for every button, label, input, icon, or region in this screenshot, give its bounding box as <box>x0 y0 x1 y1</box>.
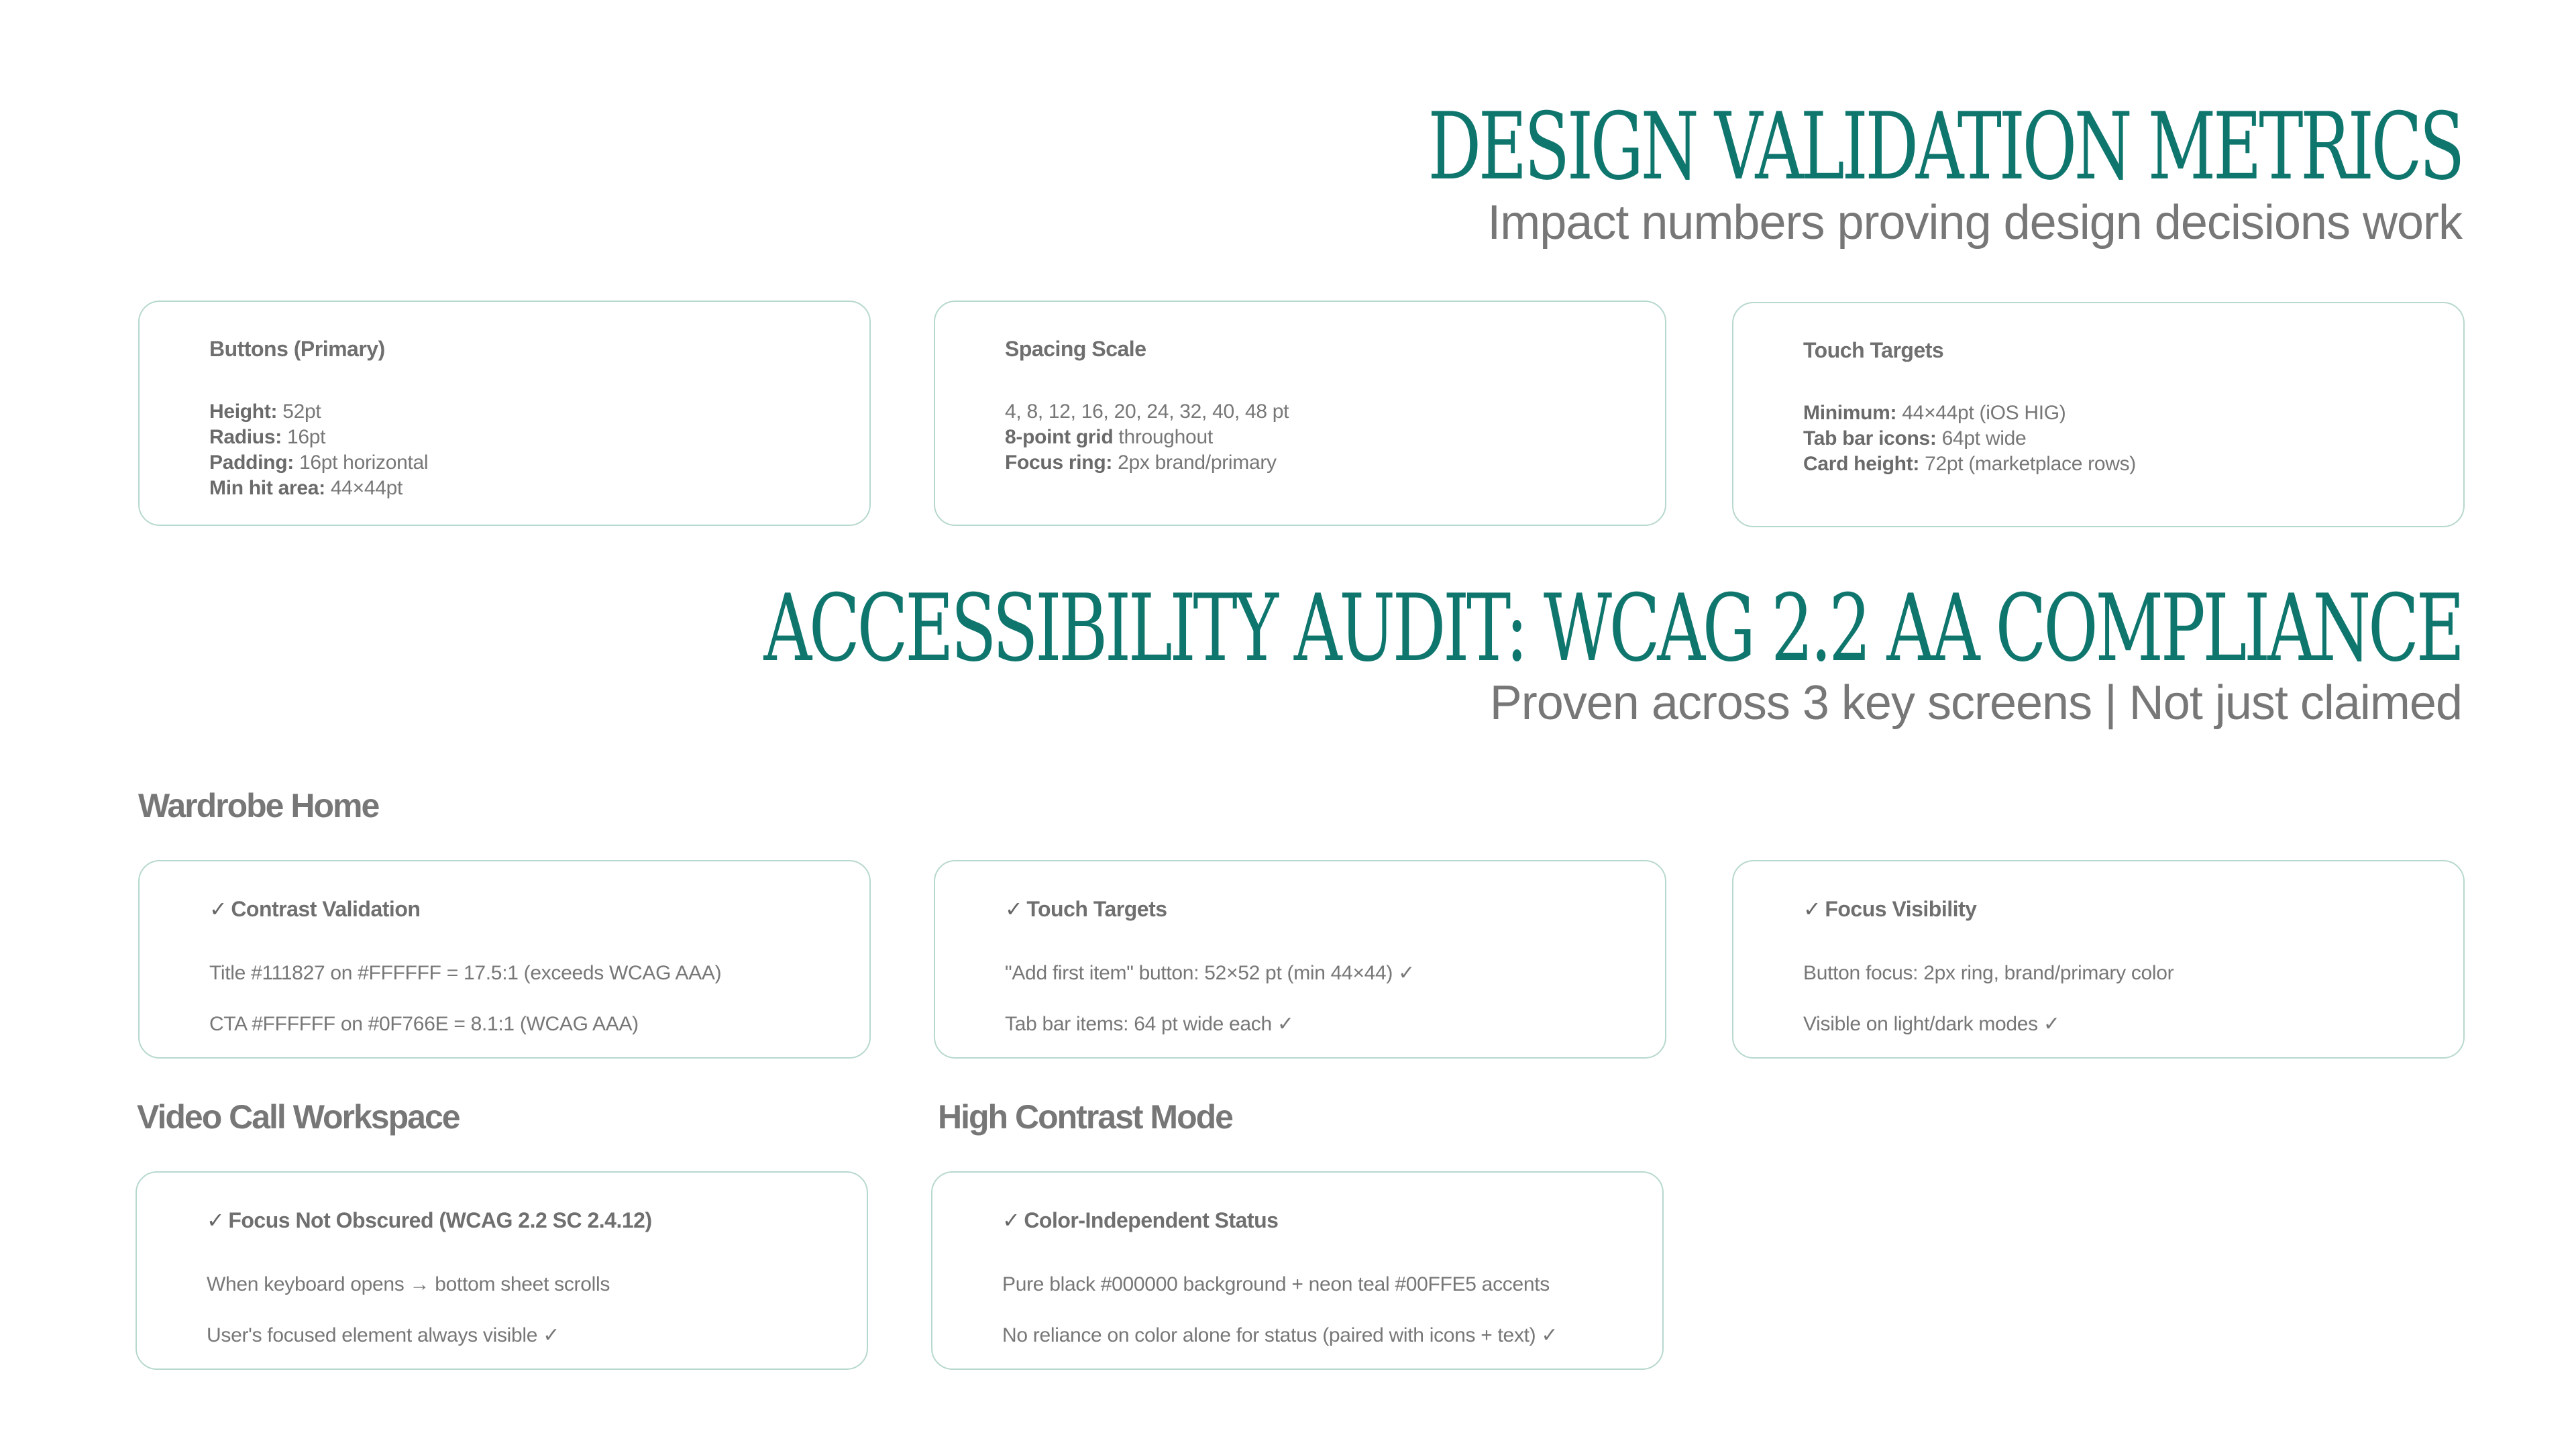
check-icon: ✓ <box>209 897 227 921</box>
audit-line: User's focused element always visible ✓ <box>207 1324 560 1346</box>
metric-line: Min hit area: 44×44pt <box>209 477 403 499</box>
audit-title: ACCESSIBILITY AUDIT: WCAG 2.2 AA COMPLIANCE <box>763 574 2462 682</box>
check-icon: ✓ <box>1005 897 1023 921</box>
metric-line: Radius: 16pt <box>209 426 326 448</box>
page-subtitle: Impact numbers proving design decisions work <box>1487 196 2462 250</box>
audit-line: No reliance on color alone for status (paired with icons + text) ✓ <box>1002 1324 1558 1346</box>
metric-line: Height: 52pt <box>209 400 321 423</box>
audit-line: Tab bar items: 64 pt wide each ✓ <box>1005 1013 1294 1035</box>
card-heading: ✓ Touch Targets <box>1005 897 1167 921</box>
check-icon: ✓ <box>1002 1208 1020 1232</box>
audit-subtitle: Proven across 3 key screens | Not just claimed <box>1489 676 2462 730</box>
card-heading: Buttons (Primary) <box>209 337 385 361</box>
section-video-call-workspace: Video Call Workspace <box>137 1098 460 1136</box>
audit-line: Pure black #000000 background + neon teal #00FFE5 accents <box>1002 1273 1550 1295</box>
audit-line: Title #111827 on #FFFFFF = 17.5:1 (exceeds WCAG AAA) <box>209 962 722 984</box>
card-heading: ✓ Focus Visibility <box>1803 897 1977 921</box>
audit-card-contrast-validation <box>138 860 871 1059</box>
metric-line: Focus ring: 2px brand/primary <box>1005 451 1277 474</box>
metric-line: Minimum: 44×44pt (iOS HIG) <box>1803 402 2066 424</box>
audit-card-touch-targets <box>934 860 1666 1059</box>
audit-line: Visible on light/dark modes ✓ <box>1803 1013 2060 1035</box>
card-heading: ✓ Color-Independent Status <box>1002 1208 1279 1232</box>
audit-card-focus-not-obscured <box>136 1171 868 1370</box>
audit-line: CTA #FFFFFF on #0F766E = 8.1:1 (WCAG AAA) <box>209 1013 639 1035</box>
audit-card-focus-visibility <box>1732 860 2465 1059</box>
audit-line: When keyboard opens → bottom sheet scrolls <box>207 1273 610 1295</box>
audit-card-color-independent-status <box>931 1171 1664 1370</box>
card-heading: ✓ Focus Not Obscured (WCAG 2.2 SC 2.4.12) <box>207 1208 652 1232</box>
audit-line: "Add first item" button: 52×52 pt (min 44×44) ✓ <box>1005 962 1415 984</box>
metric-line: 8-point grid throughout <box>1005 426 1213 448</box>
section-high-contrast-mode: High Contrast Mode <box>938 1098 1232 1136</box>
metric-card-buttons <box>138 301 871 526</box>
card-heading: Spacing Scale <box>1005 337 1146 361</box>
metric-card-spacing <box>934 301 1666 526</box>
metric-line: Card height: 72pt (marketplace rows) <box>1803 453 2136 475</box>
page-title: DESIGN VALIDATION METRICS <box>1428 93 2462 201</box>
metric-line: Padding: 16pt horizontal <box>209 451 429 474</box>
section-wardrobe-home: Wardrobe Home <box>138 787 379 824</box>
check-icon: ✓ <box>1803 897 1821 921</box>
card-heading: ✓ Contrast Validation <box>209 897 421 921</box>
metric-line: Tab bar icons: 64pt wide <box>1803 427 2027 449</box>
audit-line: Button focus: 2px ring, brand/primary color <box>1803 962 2174 984</box>
check-icon: ✓ <box>207 1208 225 1232</box>
card-heading: Touch Targets <box>1803 338 1944 362</box>
metric-line: 4, 8, 12, 16, 20, 24, 32, 40, 48 pt <box>1005 400 1289 423</box>
metric-card-touch-targets <box>1732 302 2465 527</box>
